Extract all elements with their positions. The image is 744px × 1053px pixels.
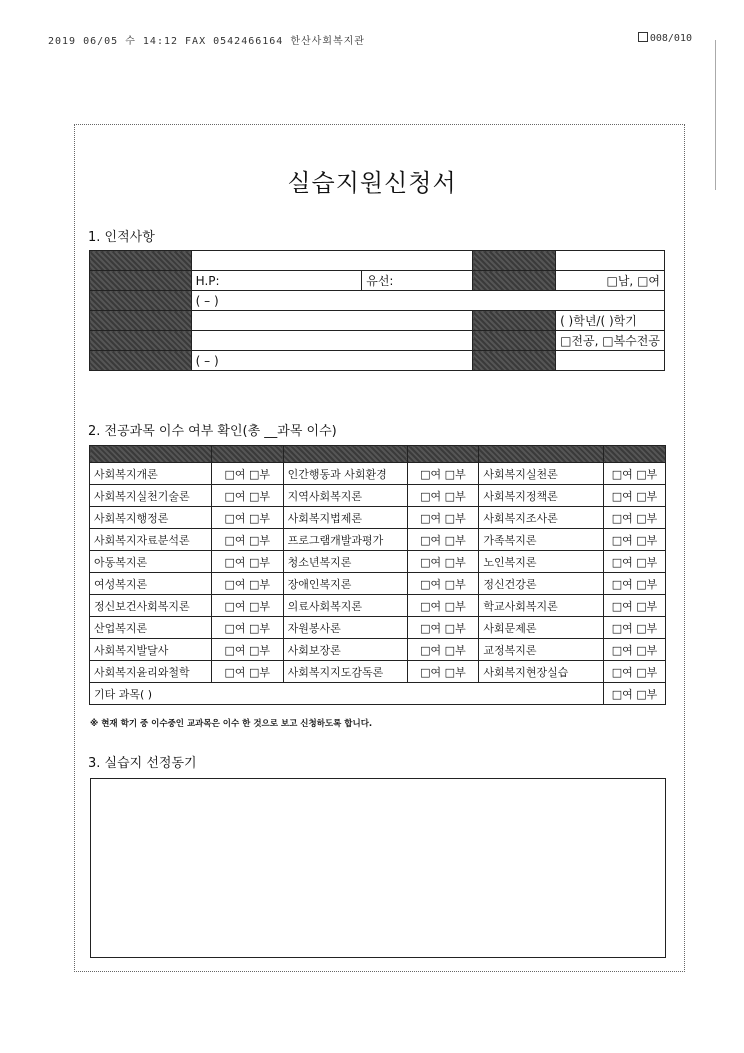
yes-no-cell[interactable] bbox=[211, 529, 283, 551]
yes-no-cell[interactable] bbox=[604, 683, 666, 705]
yes-no-cell[interactable] bbox=[407, 551, 479, 573]
yes-checkbox[interactable] bbox=[224, 468, 234, 481]
yes-no-cell[interactable] bbox=[407, 463, 479, 485]
yes-checkbox[interactable] bbox=[612, 512, 622, 525]
course-name: 사회문제론 bbox=[479, 617, 604, 639]
yes-checkbox[interactable] bbox=[420, 490, 430, 503]
no-checkbox[interactable] bbox=[636, 512, 646, 525]
yes-checkbox[interactable] bbox=[612, 688, 622, 701]
course-row bbox=[90, 507, 666, 529]
yes-label: 여 bbox=[622, 621, 633, 635]
no-checkbox[interactable] bbox=[445, 512, 455, 525]
yes-label: 여 bbox=[622, 665, 633, 679]
course-name: 학교사회복지론 bbox=[479, 595, 604, 617]
yes-no-cell[interactable] bbox=[604, 551, 666, 573]
yes-no-cell[interactable] bbox=[211, 551, 283, 573]
yes-label: 여 bbox=[234, 577, 246, 591]
yes-checkbox[interactable] bbox=[612, 556, 622, 569]
yes-label: 여 bbox=[234, 599, 246, 613]
school-field[interactable] bbox=[191, 311, 472, 331]
yes-no-cell[interactable] bbox=[211, 639, 283, 661]
info-row-major bbox=[90, 331, 665, 351]
no-label: 부 bbox=[455, 489, 466, 503]
yes-label: 여 bbox=[622, 577, 633, 591]
yes-no-cell[interactable] bbox=[407, 485, 479, 507]
info-row-phone bbox=[90, 291, 665, 311]
no-checkbox[interactable] bbox=[636, 622, 646, 635]
no-label: 부 bbox=[646, 687, 658, 701]
no-label: 부 bbox=[455, 621, 466, 635]
no-label: 부 bbox=[646, 467, 658, 481]
label-cell bbox=[473, 331, 556, 351]
double-major-checkbox[interactable] bbox=[602, 334, 613, 348]
yes-checkbox[interactable] bbox=[224, 534, 234, 547]
no-checkbox[interactable] bbox=[249, 578, 259, 591]
extra-field[interactable] bbox=[556, 351, 665, 371]
course-name: 사회복지법제론 bbox=[283, 507, 407, 529]
label-cell bbox=[90, 291, 192, 311]
yes-label: 여 bbox=[622, 687, 633, 701]
no-checkbox[interactable] bbox=[249, 666, 259, 679]
course-name: 장애인복지론 bbox=[283, 573, 407, 595]
course-note: ※ 현재 학기 중 이수중인 교과목은 이수 한 것으로 보고 신청하도록 합니다. bbox=[90, 719, 373, 729]
label-cell bbox=[90, 351, 192, 371]
yes-label: 여 bbox=[234, 665, 246, 679]
yes-checkbox[interactable] bbox=[420, 556, 430, 569]
yes-checkbox[interactable] bbox=[420, 644, 430, 657]
yes-checkbox[interactable] bbox=[420, 622, 430, 635]
course-name: 사회복지조사론 bbox=[479, 507, 604, 529]
fax-header: 2019 06/05 수 14:12 FAX 0542466164 한산사회복지관 bbox=[48, 36, 365, 47]
label-cell bbox=[90, 331, 192, 351]
male-checkbox[interactable] bbox=[606, 274, 617, 288]
header-cell bbox=[90, 446, 212, 463]
course-row bbox=[90, 617, 666, 639]
info-row-address bbox=[90, 351, 665, 371]
landline-field[interactable]: 유선: bbox=[362, 271, 473, 291]
yes-label: 여 bbox=[430, 643, 442, 657]
yes-no-cell[interactable] bbox=[407, 595, 479, 617]
yes-no-cell[interactable] bbox=[407, 529, 479, 551]
yes-label: 여 bbox=[430, 599, 442, 613]
course-name: 정신보건사회복지론 bbox=[90, 595, 212, 617]
course-name: 사회보장론 bbox=[283, 639, 407, 661]
yes-label: 여 bbox=[622, 599, 633, 613]
yes-no-cell[interactable] bbox=[604, 573, 666, 595]
yes-no-cell[interactable] bbox=[407, 617, 479, 639]
course-row bbox=[90, 529, 666, 551]
no-checkbox[interactable] bbox=[636, 666, 646, 679]
yes-no-cell[interactable] bbox=[211, 463, 283, 485]
course-name: 사회복지지도감독론 bbox=[283, 661, 407, 683]
label-cell bbox=[473, 251, 556, 271]
gender-field[interactable] bbox=[556, 271, 665, 291]
no-checkbox[interactable] bbox=[445, 468, 455, 481]
yes-no-cell[interactable] bbox=[604, 507, 666, 529]
yes-label: 여 bbox=[430, 467, 442, 481]
course-name: 지역사회복지론 bbox=[283, 485, 407, 507]
course-name: 사회복지발달사 bbox=[90, 639, 212, 661]
no-checkbox[interactable] bbox=[249, 490, 259, 503]
yes-no-cell[interactable] bbox=[604, 485, 666, 507]
course-name: 노인복지론 bbox=[479, 551, 604, 573]
yes-no-cell[interactable] bbox=[604, 617, 666, 639]
single-major-label: 전공, bbox=[571, 334, 599, 348]
info-row-name bbox=[90, 251, 665, 271]
course-row bbox=[90, 661, 666, 683]
course-name: 아동복지론 bbox=[90, 551, 212, 573]
course-row bbox=[90, 485, 666, 507]
yes-label: 여 bbox=[622, 533, 633, 547]
address-phone-field[interactable]: ( – ) bbox=[191, 351, 472, 371]
course-name: 가족복지론 bbox=[479, 529, 604, 551]
no-checkbox[interactable] bbox=[249, 468, 259, 481]
course-row bbox=[90, 595, 666, 617]
header-cell bbox=[211, 446, 283, 463]
form-title: 실습지원신청서 bbox=[287, 169, 457, 197]
header-cell bbox=[479, 446, 604, 463]
yes-label: 여 bbox=[430, 577, 442, 591]
yes-checkbox[interactable] bbox=[224, 600, 234, 613]
no-label: 부 bbox=[455, 643, 466, 657]
yes-label: 여 bbox=[430, 555, 442, 569]
male-label: 남, bbox=[617, 274, 634, 288]
no-label: 부 bbox=[259, 489, 271, 503]
no-label: 부 bbox=[259, 555, 271, 569]
yes-label: 여 bbox=[234, 555, 246, 569]
section1-heading: 1. 인적사항 bbox=[88, 230, 155, 245]
no-checkbox[interactable] bbox=[249, 512, 259, 525]
no-checkbox[interactable] bbox=[445, 490, 455, 503]
major-type-field[interactable] bbox=[556, 331, 665, 351]
no-label: 부 bbox=[455, 555, 466, 569]
course-name: 프로그램개발과평가 bbox=[283, 529, 407, 551]
section3-heading: 3. 실습지 선정동기 bbox=[88, 756, 197, 771]
no-checkbox[interactable] bbox=[636, 490, 646, 503]
info-row-school bbox=[90, 311, 665, 331]
no-label: 부 bbox=[455, 665, 466, 679]
personal-info-table bbox=[89, 250, 665, 371]
no-label: 부 bbox=[646, 665, 658, 679]
course-name: 사회복지행정론 bbox=[90, 507, 212, 529]
yes-label: 여 bbox=[430, 511, 442, 525]
no-label: 부 bbox=[259, 533, 271, 547]
yes-label: 여 bbox=[430, 665, 442, 679]
yes-label: 여 bbox=[234, 621, 246, 635]
course-name: 의료사회복지론 bbox=[283, 595, 407, 617]
yes-checkbox[interactable] bbox=[224, 644, 234, 657]
no-checkbox[interactable] bbox=[249, 556, 259, 569]
course-name: 사회복지실천론 bbox=[479, 463, 604, 485]
no-checkbox[interactable] bbox=[445, 578, 455, 591]
courses-header-row bbox=[90, 446, 666, 463]
courses-table bbox=[89, 445, 666, 705]
yes-checkbox[interactable] bbox=[612, 534, 622, 547]
hp-field[interactable]: H.P: bbox=[191, 271, 362, 291]
courses-body bbox=[90, 463, 666, 683]
double-major-label: 복수전공 bbox=[613, 334, 660, 348]
yes-no-cell[interactable] bbox=[211, 573, 283, 595]
no-label: 부 bbox=[646, 599, 658, 613]
yes-no-cell[interactable] bbox=[604, 661, 666, 683]
yes-no-cell[interactable] bbox=[211, 595, 283, 617]
yes-label: 여 bbox=[622, 489, 633, 503]
yes-label: 여 bbox=[622, 467, 633, 481]
yes-label: 여 bbox=[622, 643, 633, 657]
yes-no-cell[interactable] bbox=[604, 639, 666, 661]
no-label: 부 bbox=[455, 511, 466, 525]
other-course-row bbox=[90, 683, 666, 705]
no-checkbox[interactable] bbox=[636, 468, 646, 481]
fax-page-number bbox=[638, 32, 692, 44]
no-label: 부 bbox=[646, 577, 658, 591]
yes-checkbox[interactable] bbox=[612, 578, 622, 591]
yes-no-cell[interactable] bbox=[604, 595, 666, 617]
no-label: 부 bbox=[259, 467, 271, 481]
yes-checkbox[interactable] bbox=[612, 644, 622, 657]
fax-page-label: 008/010 bbox=[649, 33, 692, 44]
yes-checkbox[interactable] bbox=[420, 600, 430, 613]
yes-checkbox[interactable] bbox=[224, 556, 234, 569]
yes-checkbox[interactable] bbox=[224, 512, 234, 525]
header-cell bbox=[407, 446, 479, 463]
yes-label: 여 bbox=[430, 533, 442, 547]
yes-checkbox[interactable] bbox=[612, 600, 622, 613]
no-checkbox[interactable] bbox=[249, 644, 259, 657]
course-row bbox=[90, 639, 666, 661]
yes-label: 여 bbox=[622, 511, 633, 525]
label-cell bbox=[90, 251, 192, 271]
section2-heading: 2. 전공과목 이수 여부 확인(총 __과목 이수) bbox=[88, 424, 337, 439]
yes-checkbox[interactable] bbox=[420, 512, 430, 525]
yes-no-cell[interactable] bbox=[604, 463, 666, 485]
no-checkbox[interactable] bbox=[445, 644, 455, 657]
semester-field[interactable]: ( )학년/( )학기 bbox=[556, 311, 665, 331]
yes-no-cell[interactable] bbox=[407, 573, 479, 595]
no-checkbox[interactable] bbox=[445, 600, 455, 613]
no-checkbox[interactable] bbox=[636, 534, 646, 547]
course-name: 여성복지론 bbox=[90, 573, 212, 595]
yes-no-cell[interactable] bbox=[211, 661, 283, 683]
yes-checkbox[interactable] bbox=[612, 622, 622, 635]
course-name: 산업복지론 bbox=[90, 617, 212, 639]
no-label: 부 bbox=[259, 665, 271, 679]
yes-checkbox[interactable] bbox=[224, 578, 234, 591]
course-row bbox=[90, 551, 666, 573]
yes-checkbox[interactable] bbox=[224, 490, 234, 503]
department-field[interactable] bbox=[191, 331, 472, 351]
yes-checkbox[interactable] bbox=[224, 666, 234, 679]
course-name: 자원봉사론 bbox=[283, 617, 407, 639]
course-name: 정신건강론 bbox=[479, 573, 604, 595]
no-checkbox[interactable] bbox=[445, 666, 455, 679]
yes-no-cell[interactable] bbox=[211, 485, 283, 507]
header-cell bbox=[283, 446, 407, 463]
yes-checkbox[interactable] bbox=[224, 622, 234, 635]
yes-checkbox[interactable] bbox=[612, 490, 622, 503]
no-checkbox[interactable] bbox=[249, 600, 259, 613]
female-label: 여 bbox=[648, 274, 660, 288]
course-name: 교정복지론 bbox=[479, 639, 604, 661]
no-checkbox[interactable] bbox=[636, 578, 646, 591]
name-field[interactable] bbox=[191, 251, 472, 271]
yes-no-cell[interactable] bbox=[604, 529, 666, 551]
label-cell bbox=[473, 351, 556, 371]
yes-no-cell[interactable] bbox=[407, 639, 479, 661]
fax-page-box-icon bbox=[638, 32, 648, 42]
no-label: 부 bbox=[455, 577, 466, 591]
no-label: 부 bbox=[646, 555, 658, 569]
course-row bbox=[90, 573, 666, 595]
no-label: 부 bbox=[646, 621, 658, 635]
motive-textarea[interactable] bbox=[90, 778, 666, 958]
label-cell bbox=[473, 271, 556, 291]
phone-field[interactable]: ( – ) bbox=[191, 291, 664, 311]
course-name: 사회복지자료분석론 bbox=[90, 529, 212, 551]
no-label: 부 bbox=[646, 489, 658, 503]
course-name: 사회복지정책론 bbox=[479, 485, 604, 507]
yes-label: 여 bbox=[430, 489, 442, 503]
yes-checkbox[interactable] bbox=[420, 534, 430, 547]
course-name: 사회복지윤리와철학 bbox=[90, 661, 212, 683]
no-label: 부 bbox=[259, 643, 271, 657]
yes-label: 여 bbox=[622, 555, 633, 569]
yes-checkbox[interactable] bbox=[612, 468, 622, 481]
no-label: 부 bbox=[455, 599, 466, 613]
yes-checkbox[interactable] bbox=[420, 666, 430, 679]
course-name: 사회복지실천기술론 bbox=[90, 485, 212, 507]
label-cell bbox=[473, 311, 556, 331]
no-checkbox[interactable] bbox=[636, 644, 646, 657]
yes-no-cell[interactable] bbox=[211, 617, 283, 639]
no-label: 부 bbox=[259, 577, 271, 591]
female-checkbox[interactable] bbox=[637, 274, 648, 288]
course-row bbox=[90, 463, 666, 485]
no-label: 부 bbox=[646, 533, 658, 547]
course-name: 사회복지현장실습 bbox=[479, 661, 604, 683]
yes-checkbox[interactable] bbox=[420, 578, 430, 591]
yes-label: 여 bbox=[234, 489, 246, 503]
other-course-field[interactable]: 기타 과목( ) bbox=[90, 683, 604, 705]
yes-no-cell[interactable] bbox=[407, 661, 479, 683]
single-major-checkbox[interactable] bbox=[560, 334, 571, 348]
no-checkbox[interactable] bbox=[636, 688, 646, 701]
course-name: 사회복지개론 bbox=[90, 463, 212, 485]
yes-label: 여 bbox=[234, 467, 246, 481]
header-cell bbox=[604, 446, 666, 463]
course-name: 인간행동과 사회환경 bbox=[283, 463, 407, 485]
info-row-contact bbox=[90, 271, 665, 291]
yes-checkbox[interactable] bbox=[420, 468, 430, 481]
no-checkbox[interactable] bbox=[636, 600, 646, 613]
no-checkbox[interactable] bbox=[636, 556, 646, 569]
no-checkbox[interactable] bbox=[445, 622, 455, 635]
no-label: 부 bbox=[646, 511, 658, 525]
no-label: 부 bbox=[259, 621, 271, 635]
yes-label: 여 bbox=[234, 533, 246, 547]
no-label: 부 bbox=[259, 599, 271, 613]
course-name: 청소년복지론 bbox=[283, 551, 407, 573]
label-cell bbox=[90, 311, 192, 331]
no-label: 부 bbox=[455, 533, 466, 547]
yes-label: 여 bbox=[234, 643, 246, 657]
no-label: 부 bbox=[455, 467, 466, 481]
yes-no-cell[interactable] bbox=[211, 507, 283, 529]
yes-no-cell[interactable] bbox=[407, 507, 479, 529]
label-cell bbox=[90, 271, 192, 291]
yes-label: 여 bbox=[234, 511, 246, 525]
yes-checkbox[interactable] bbox=[612, 666, 622, 679]
no-label: 부 bbox=[646, 643, 658, 657]
no-checkbox[interactable] bbox=[249, 534, 259, 547]
yes-label: 여 bbox=[430, 621, 442, 635]
no-checkbox[interactable] bbox=[445, 556, 455, 569]
birthdate-field[interactable] bbox=[556, 251, 665, 271]
no-label: 부 bbox=[259, 511, 271, 525]
no-checkbox[interactable] bbox=[445, 534, 455, 547]
no-checkbox[interactable] bbox=[249, 622, 259, 635]
